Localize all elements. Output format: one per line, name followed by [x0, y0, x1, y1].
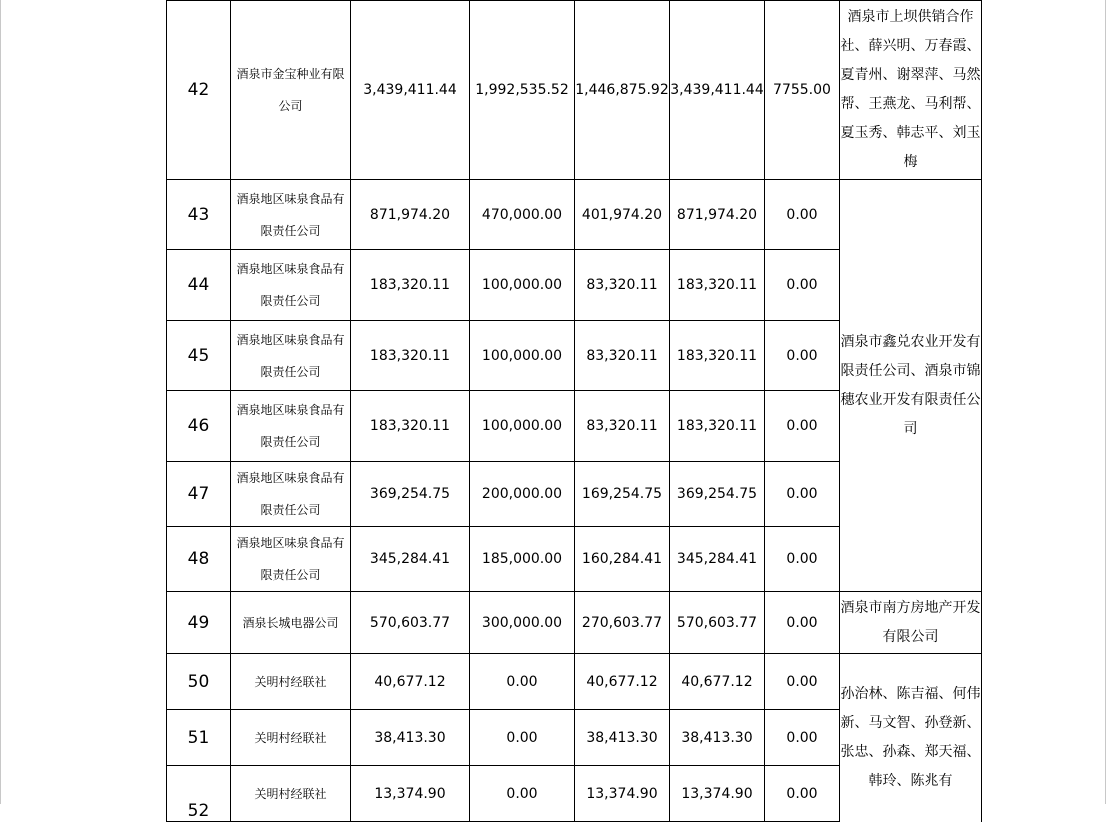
amount-cell: 3,439,411.44	[670, 1, 765, 180]
amount-cell: 183,320.11	[351, 321, 470, 391]
amount-cell: 1,446,875.92	[575, 1, 670, 180]
amount-cell: 185,000.00	[470, 527, 575, 592]
amount-cell: 83,320.11	[575, 250, 670, 321]
amount-cell: 0.00	[765, 654, 840, 710]
amount-cell: 200,000.00	[470, 462, 575, 527]
amount-cell: 100,000.00	[470, 321, 575, 391]
company-name: 酒泉地区味泉食品有限责任公司	[231, 250, 351, 321]
row-number: 42	[167, 1, 231, 180]
amount-cell: 871,974.20	[670, 180, 765, 250]
remarks-cell: 酒泉市南方房地产开发有限公司	[840, 592, 982, 654]
company-name: 酒泉地区味泉食品有限责任公司	[231, 321, 351, 391]
company-name: 酒泉地区味泉食品有限责任公司	[231, 391, 351, 462]
amount-cell: 38,413.30	[575, 710, 670, 766]
amount-cell: 345,284.41	[351, 527, 470, 592]
amount-cell: 183,320.11	[670, 250, 765, 321]
amount-cell: 369,254.75	[670, 462, 765, 527]
table-row	[167, 1, 982, 180]
row-number: 51	[167, 710, 231, 766]
amount-cell: 300,000.00	[470, 592, 575, 654]
remarks-cell: 酒泉市上坝供销合作社、薛兴明、万春霞、夏青州、谢翠萍、马然帮、王燕龙、马利帮、夏玉秀、韩志平、刘玉梅	[840, 1, 982, 180]
amount-cell: 0.00	[470, 710, 575, 766]
company-name: 酒泉长城电器公司	[231, 592, 351, 654]
row-number: 52	[167, 766, 231, 822]
row-number: 50	[167, 654, 231, 710]
amount-cell: 100,000.00	[470, 250, 575, 321]
amount-cell: 40,677.12	[351, 654, 470, 710]
table-row	[167, 592, 982, 654]
company-name: 酒泉地区味泉食品有限责任公司	[231, 180, 351, 250]
row-number: 44	[167, 250, 231, 321]
amount-cell: 0.00	[765, 180, 840, 250]
amount-cell: 183,320.11	[670, 321, 765, 391]
row-number: 49	[167, 592, 231, 654]
amount-cell: 0.00	[765, 391, 840, 462]
row-number: 47	[167, 462, 231, 527]
amount-cell: 183,320.11	[351, 391, 470, 462]
table-row	[167, 654, 982, 710]
amount-cell: 13,374.90	[351, 766, 470, 822]
amount-cell: 0.00	[765, 321, 840, 391]
amount-cell: 38,413.30	[351, 710, 470, 766]
row-number: 43	[167, 180, 231, 250]
amount-cell: 100,000.00	[470, 391, 575, 462]
amount-cell: 13,374.90	[670, 766, 765, 822]
company-name: 关明村经联社	[231, 710, 351, 766]
company-name: 酒泉地区味泉食品有限责任公司	[231, 527, 351, 592]
amount-cell: 270,603.77	[575, 592, 670, 654]
amount-cell: 871,974.20	[351, 180, 470, 250]
row-number: 46	[167, 391, 231, 462]
amount-cell: 7755.00	[765, 1, 840, 180]
amount-cell: 169,254.75	[575, 462, 670, 527]
amount-cell: 1,992,535.52	[470, 1, 575, 180]
amount-cell: 0.00	[765, 766, 840, 822]
company-name: 酒泉地区味泉食品有限责任公司	[231, 462, 351, 527]
amount-cell: 40,677.12	[670, 654, 765, 710]
ledger-table	[166, 0, 982, 822]
row-number: 45	[167, 321, 231, 391]
amount-cell: 470,000.00	[470, 180, 575, 250]
amount-cell: 0.00	[470, 766, 575, 822]
amount-cell: 570,603.77	[351, 592, 470, 654]
company-name: 关明村经联社	[231, 766, 351, 822]
amount-cell: 369,254.75	[351, 462, 470, 527]
page-right-edge	[1105, 0, 1106, 804]
amount-cell: 345,284.41	[670, 527, 765, 592]
amount-cell: 0.00	[765, 527, 840, 592]
amount-cell: 40,677.12	[575, 654, 670, 710]
amount-cell: 83,320.11	[575, 391, 670, 462]
company-name: 关明村经联社	[231, 654, 351, 710]
amount-cell: 183,320.11	[670, 391, 765, 462]
amount-cell: 183,320.11	[351, 250, 470, 321]
amount-cell: 401,974.20	[575, 180, 670, 250]
page-left-edge	[0, 0, 1, 804]
remarks-cell: 酒泉市鑫兑农业开发有限责任公司、酒泉市锦穗农业开发有限责任公司	[840, 180, 982, 592]
amount-cell: 0.00	[765, 250, 840, 321]
amount-cell: 160,284.41	[575, 527, 670, 592]
table-row	[167, 180, 982, 250]
amount-cell: 83,320.11	[575, 321, 670, 391]
amount-cell: 3,439,411.44	[351, 1, 470, 180]
company-name: 酒泉市金宝种业有限公司	[231, 1, 351, 180]
amount-cell: 0.00	[765, 710, 840, 766]
amount-cell: 13,374.90	[575, 766, 670, 822]
amount-cell: 38,413.30	[670, 710, 765, 766]
amount-cell: 570,603.77	[670, 592, 765, 654]
amount-cell: 0.00	[470, 654, 575, 710]
remarks-cell: 孙治林、陈吉福、何伟新、马文智、孙登新、张忠、孙森、郑天福、韩玲、陈兆有	[840, 654, 982, 822]
amount-cell: 0.00	[765, 462, 840, 527]
row-number: 48	[167, 527, 231, 592]
amount-cell: 0.00	[765, 592, 840, 654]
